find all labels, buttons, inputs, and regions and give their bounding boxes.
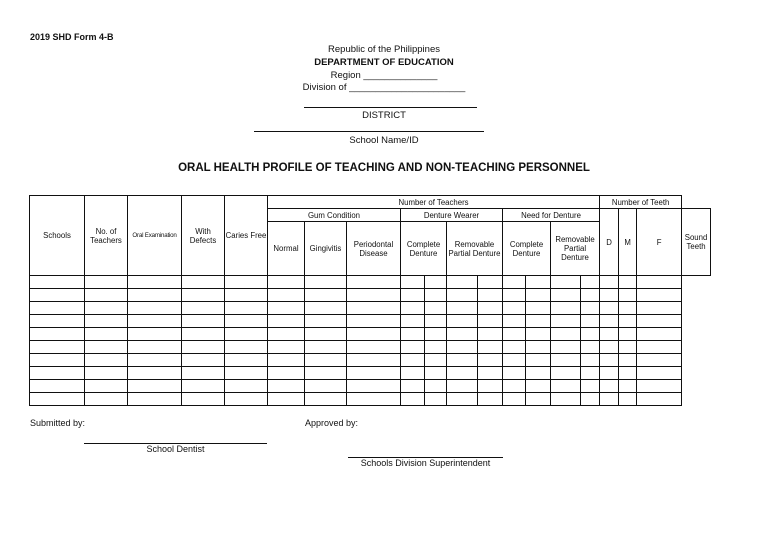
table-cell[interactable] (401, 289, 425, 302)
table-cell[interactable] (85, 315, 128, 328)
table-cell[interactable] (478, 367, 503, 380)
table-cell[interactable] (526, 341, 551, 354)
table-cell[interactable] (503, 289, 526, 302)
table-cell[interactable] (425, 289, 447, 302)
table-cell[interactable] (401, 393, 425, 406)
table-cell[interactable] (619, 289, 637, 302)
table-cell[interactable] (581, 354, 600, 367)
need-removable-partial-header: Removable Partial Denture (551, 222, 600, 276)
table-cell[interactable] (581, 289, 600, 302)
table-row (30, 341, 711, 354)
region-field[interactable]: Region ______________ (330, 70, 438, 81)
table-cell[interactable] (128, 315, 182, 328)
periodontal-header: Periodontal Disease (347, 222, 401, 276)
table-cell[interactable] (619, 315, 637, 328)
table-cell[interactable] (503, 354, 526, 367)
table-cell[interactable] (85, 393, 128, 406)
table-row (30, 289, 711, 302)
submitted-by-label: Submitted by: (30, 418, 86, 428)
schools-header: Schools (30, 196, 85, 276)
table-cell[interactable] (581, 328, 600, 341)
division-field[interactable]: Division of ______________________ (302, 82, 466, 93)
table-cell[interactable] (551, 302, 581, 315)
table-cell[interactable] (128, 328, 182, 341)
table-cell[interactable] (401, 380, 425, 393)
table-cell[interactable] (581, 315, 600, 328)
table-cell[interactable] (447, 289, 478, 302)
table-cell[interactable] (526, 393, 551, 406)
table-cell[interactable] (182, 354, 225, 367)
table-cell[interactable] (182, 380, 225, 393)
table-cell[interactable] (503, 302, 526, 315)
table-cell[interactable] (637, 315, 682, 328)
table-cell[interactable] (551, 354, 581, 367)
table-cell[interactable] (225, 276, 268, 289)
table-cell[interactable] (347, 341, 401, 354)
table-cell[interactable] (401, 367, 425, 380)
table-cell[interactable] (526, 354, 551, 367)
table-cell[interactable] (447, 302, 478, 315)
table-cell[interactable] (347, 354, 401, 367)
table-cell[interactable] (637, 393, 682, 406)
complete-denture-header: Complete Denture (401, 222, 447, 276)
gum-condition-header: Gum Condition (268, 209, 401, 222)
table-cell[interactable] (526, 328, 551, 341)
table-cell[interactable] (526, 289, 551, 302)
table-cell[interactable] (30, 315, 85, 328)
table-cell[interactable] (401, 276, 425, 289)
table-cell[interactable] (478, 354, 503, 367)
gingivitis-header: Gingivitis (305, 222, 347, 276)
table-cell[interactable] (425, 302, 447, 315)
table-cell[interactable] (637, 341, 682, 354)
table-cell[interactable] (268, 341, 305, 354)
table-cell[interactable] (637, 380, 682, 393)
table-cell[interactable] (447, 354, 478, 367)
denture-wearer-header: Denture Wearer (401, 209, 503, 222)
form-title: ORAL HEALTH PROFILE OF TEACHING AND NON-TEACHING PERSONNEL (178, 162, 590, 174)
table-cell[interactable] (478, 393, 503, 406)
table-cell[interactable] (182, 393, 225, 406)
table-cell[interactable] (401, 302, 425, 315)
f-header: F (637, 209, 682, 276)
table-cell[interactable] (30, 393, 85, 406)
table-cell[interactable] (478, 328, 503, 341)
table-cell[interactable] (305, 393, 347, 406)
table-cell[interactable] (182, 315, 225, 328)
table-cell[interactable] (581, 341, 600, 354)
table-cell[interactable] (551, 315, 581, 328)
table-cell[interactable] (551, 289, 581, 302)
table-cell[interactable] (268, 354, 305, 367)
sound-teeth-header: Sound Teeth (682, 209, 711, 276)
table-cell[interactable] (305, 276, 347, 289)
d-header: D (600, 209, 619, 276)
table-cell[interactable] (268, 380, 305, 393)
table-cell[interactable] (347, 328, 401, 341)
table-cell[interactable] (637, 328, 682, 341)
table-cell[interactable] (600, 367, 619, 380)
table-cell[interactable] (581, 276, 600, 289)
table-cell[interactable] (600, 315, 619, 328)
table-cell[interactable] (478, 341, 503, 354)
table-cell[interactable] (347, 367, 401, 380)
table-cell[interactable] (85, 380, 128, 393)
table-cell[interactable] (551, 367, 581, 380)
table-cell[interactable] (600, 289, 619, 302)
table-row (30, 328, 711, 341)
table-row (30, 367, 711, 380)
table-cell[interactable] (526, 276, 551, 289)
table-cell[interactable] (182, 289, 225, 302)
table-row (30, 393, 711, 406)
oral-examination-header: Oral Examination (128, 196, 182, 276)
table-cell[interactable] (447, 380, 478, 393)
table-cell[interactable] (425, 328, 447, 341)
table-row (30, 315, 711, 328)
table-cell[interactable] (619, 276, 637, 289)
superintendent-label: Schools Division Superintendent (360, 458, 491, 468)
table-cell[interactable] (478, 289, 503, 302)
table-cell[interactable] (30, 354, 85, 367)
table-cell[interactable] (600, 302, 619, 315)
table-row (30, 354, 711, 367)
table-cell[interactable] (182, 328, 225, 341)
table-row (30, 380, 711, 393)
table-cell[interactable] (225, 341, 268, 354)
department-text: DEPARTMENT OF EDUCATION (314, 57, 454, 68)
table-cell[interactable] (268, 315, 305, 328)
table-cell[interactable] (551, 276, 581, 289)
oral-health-table (29, 195, 711, 406)
table-cell[interactable] (447, 276, 478, 289)
table-cell[interactable] (305, 341, 347, 354)
table-cell[interactable] (182, 341, 225, 354)
table-cell[interactable] (600, 341, 619, 354)
removable-partial-header: Removable Partial Denture (447, 222, 503, 276)
table-cell[interactable] (503, 315, 526, 328)
table-cell[interactable] (447, 328, 478, 341)
table-cell[interactable] (581, 393, 600, 406)
table-cell[interactable] (305, 367, 347, 380)
republic-text: Republic of the Philippines (328, 44, 440, 55)
table-cell[interactable] (347, 276, 401, 289)
table-cell[interactable] (85, 289, 128, 302)
table-cell[interactable] (268, 367, 305, 380)
table-cell[interactable] (268, 393, 305, 406)
table-cell[interactable] (526, 380, 551, 393)
table-cell[interactable] (85, 367, 128, 380)
table-cell[interactable] (225, 354, 268, 367)
table-cell[interactable] (347, 289, 401, 302)
table-cell[interactable] (305, 302, 347, 315)
table-cell[interactable] (305, 380, 347, 393)
table-cell[interactable] (30, 341, 85, 354)
district-line[interactable] (304, 107, 477, 108)
table-cell[interactable] (85, 276, 128, 289)
table-cell[interactable] (128, 341, 182, 354)
table-cell[interactable] (401, 354, 425, 367)
table-cell[interactable] (85, 328, 128, 341)
form-code: 2019 SHD Form 4-B (30, 32, 114, 42)
table-cell[interactable] (551, 328, 581, 341)
table-cell[interactable] (619, 302, 637, 315)
table-cell[interactable] (503, 276, 526, 289)
table-cell[interactable] (305, 289, 347, 302)
table-cell[interactable] (128, 367, 182, 380)
table-cell[interactable] (447, 367, 478, 380)
table-cell[interactable] (425, 315, 447, 328)
table-cell[interactable] (268, 328, 305, 341)
school-dentist-label: School Dentist (146, 444, 205, 454)
table-cell[interactable] (305, 315, 347, 328)
table-row (30, 302, 711, 315)
need-complete-denture-header: Complete Denture (503, 222, 551, 276)
table-cell[interactable] (85, 302, 128, 315)
table-cell[interactable] (503, 367, 526, 380)
table-cell[interactable] (128, 393, 182, 406)
table-cell[interactable] (30, 328, 85, 341)
table-cell[interactable] (30, 380, 85, 393)
table-cell[interactable] (30, 302, 85, 315)
table-cell[interactable] (425, 367, 447, 380)
table-cell[interactable] (425, 380, 447, 393)
table-cell[interactable] (447, 341, 478, 354)
table-cell[interactable] (225, 380, 268, 393)
table-cell[interactable] (551, 393, 581, 406)
caries-free-header: Caries Free (225, 196, 268, 276)
number-of-teachers-header: Number of Teachers (268, 196, 600, 209)
table-cell[interactable] (600, 354, 619, 367)
table-cell[interactable] (526, 367, 551, 380)
table-cell[interactable] (619, 393, 637, 406)
table-cell[interactable] (182, 367, 225, 380)
table-cell[interactable] (503, 393, 526, 406)
table-cell[interactable] (30, 289, 85, 302)
table-cell[interactable] (637, 367, 682, 380)
no-of-teachers-header: No. of Teachers (85, 196, 128, 276)
table-cell[interactable] (478, 380, 503, 393)
approved-by-label: Approved by: (305, 418, 359, 428)
table-cell[interactable] (478, 276, 503, 289)
table-cell[interactable] (182, 276, 225, 289)
table-cell[interactable] (526, 315, 551, 328)
table-cell[interactable] (551, 341, 581, 354)
table-cell[interactable] (637, 302, 682, 315)
table-cell[interactable] (347, 393, 401, 406)
table-cell[interactable] (225, 315, 268, 328)
table-cell[interactable] (128, 354, 182, 367)
table-cell[interactable] (347, 315, 401, 328)
table-cell[interactable] (305, 328, 347, 341)
table-cell[interactable] (225, 328, 268, 341)
table-cell[interactable] (128, 289, 182, 302)
table-cell[interactable] (347, 380, 401, 393)
district-label: DISTRICT (362, 110, 406, 121)
table-cell[interactable] (182, 302, 225, 315)
table-cell[interactable] (30, 367, 85, 380)
table-cell[interactable] (225, 367, 268, 380)
with-defects-header: With Defects (182, 196, 225, 276)
table-cell[interactable] (85, 341, 128, 354)
table-cell[interactable] (619, 328, 637, 341)
table-cell[interactable] (268, 289, 305, 302)
need-for-denture-header: Need for Denture (503, 209, 600, 222)
table-cell[interactable] (581, 380, 600, 393)
school-label: School Name/ID (349, 135, 419, 146)
table-cell[interactable] (619, 354, 637, 367)
table-cell[interactable] (637, 276, 682, 289)
school-line[interactable] (254, 131, 484, 132)
table-row (30, 276, 711, 289)
table-cell[interactable] (600, 276, 619, 289)
table-cell[interactable] (401, 315, 425, 328)
table-cell[interactable] (447, 315, 478, 328)
table-cell[interactable] (581, 302, 600, 315)
table-cell[interactable] (425, 354, 447, 367)
table-cell[interactable] (425, 341, 447, 354)
table-cell[interactable] (225, 289, 268, 302)
table-cell[interactable] (619, 367, 637, 380)
table-cell[interactable] (551, 380, 581, 393)
table-cell[interactable] (401, 328, 425, 341)
table-cell[interactable] (478, 302, 503, 315)
table-cell[interactable] (268, 302, 305, 315)
table-cell[interactable] (128, 380, 182, 393)
table-cell[interactable] (503, 328, 526, 341)
table-cell[interactable] (478, 315, 503, 328)
table-cell[interactable] (305, 354, 347, 367)
table-cell[interactable] (30, 276, 85, 289)
table-cell[interactable] (581, 367, 600, 380)
table-cell[interactable] (347, 302, 401, 315)
table-cell[interactable] (425, 393, 447, 406)
table-cell[interactable] (619, 380, 637, 393)
table-cell[interactable] (600, 380, 619, 393)
m-header: M (619, 209, 637, 276)
table-cell[interactable] (600, 393, 619, 406)
table-cell[interactable] (503, 380, 526, 393)
number-of-teeth-header: Number of Teeth (600, 196, 682, 209)
table-cell[interactable] (526, 302, 551, 315)
table-cell[interactable] (225, 302, 268, 315)
table-cell[interactable] (503, 341, 526, 354)
table-cell[interactable] (637, 289, 682, 302)
table-cell[interactable] (128, 276, 182, 289)
normal-header: Normal (268, 222, 305, 276)
table-cell[interactable] (401, 341, 425, 354)
table-cell[interactable] (447, 393, 478, 406)
table-cell[interactable] (619, 341, 637, 354)
table-cell[interactable] (425, 276, 447, 289)
table-cell[interactable] (85, 354, 128, 367)
table-cell[interactable] (637, 354, 682, 367)
table-cell[interactable] (225, 393, 268, 406)
table-cell[interactable] (600, 328, 619, 341)
table-cell[interactable] (268, 276, 305, 289)
table-cell[interactable] (128, 302, 182, 315)
